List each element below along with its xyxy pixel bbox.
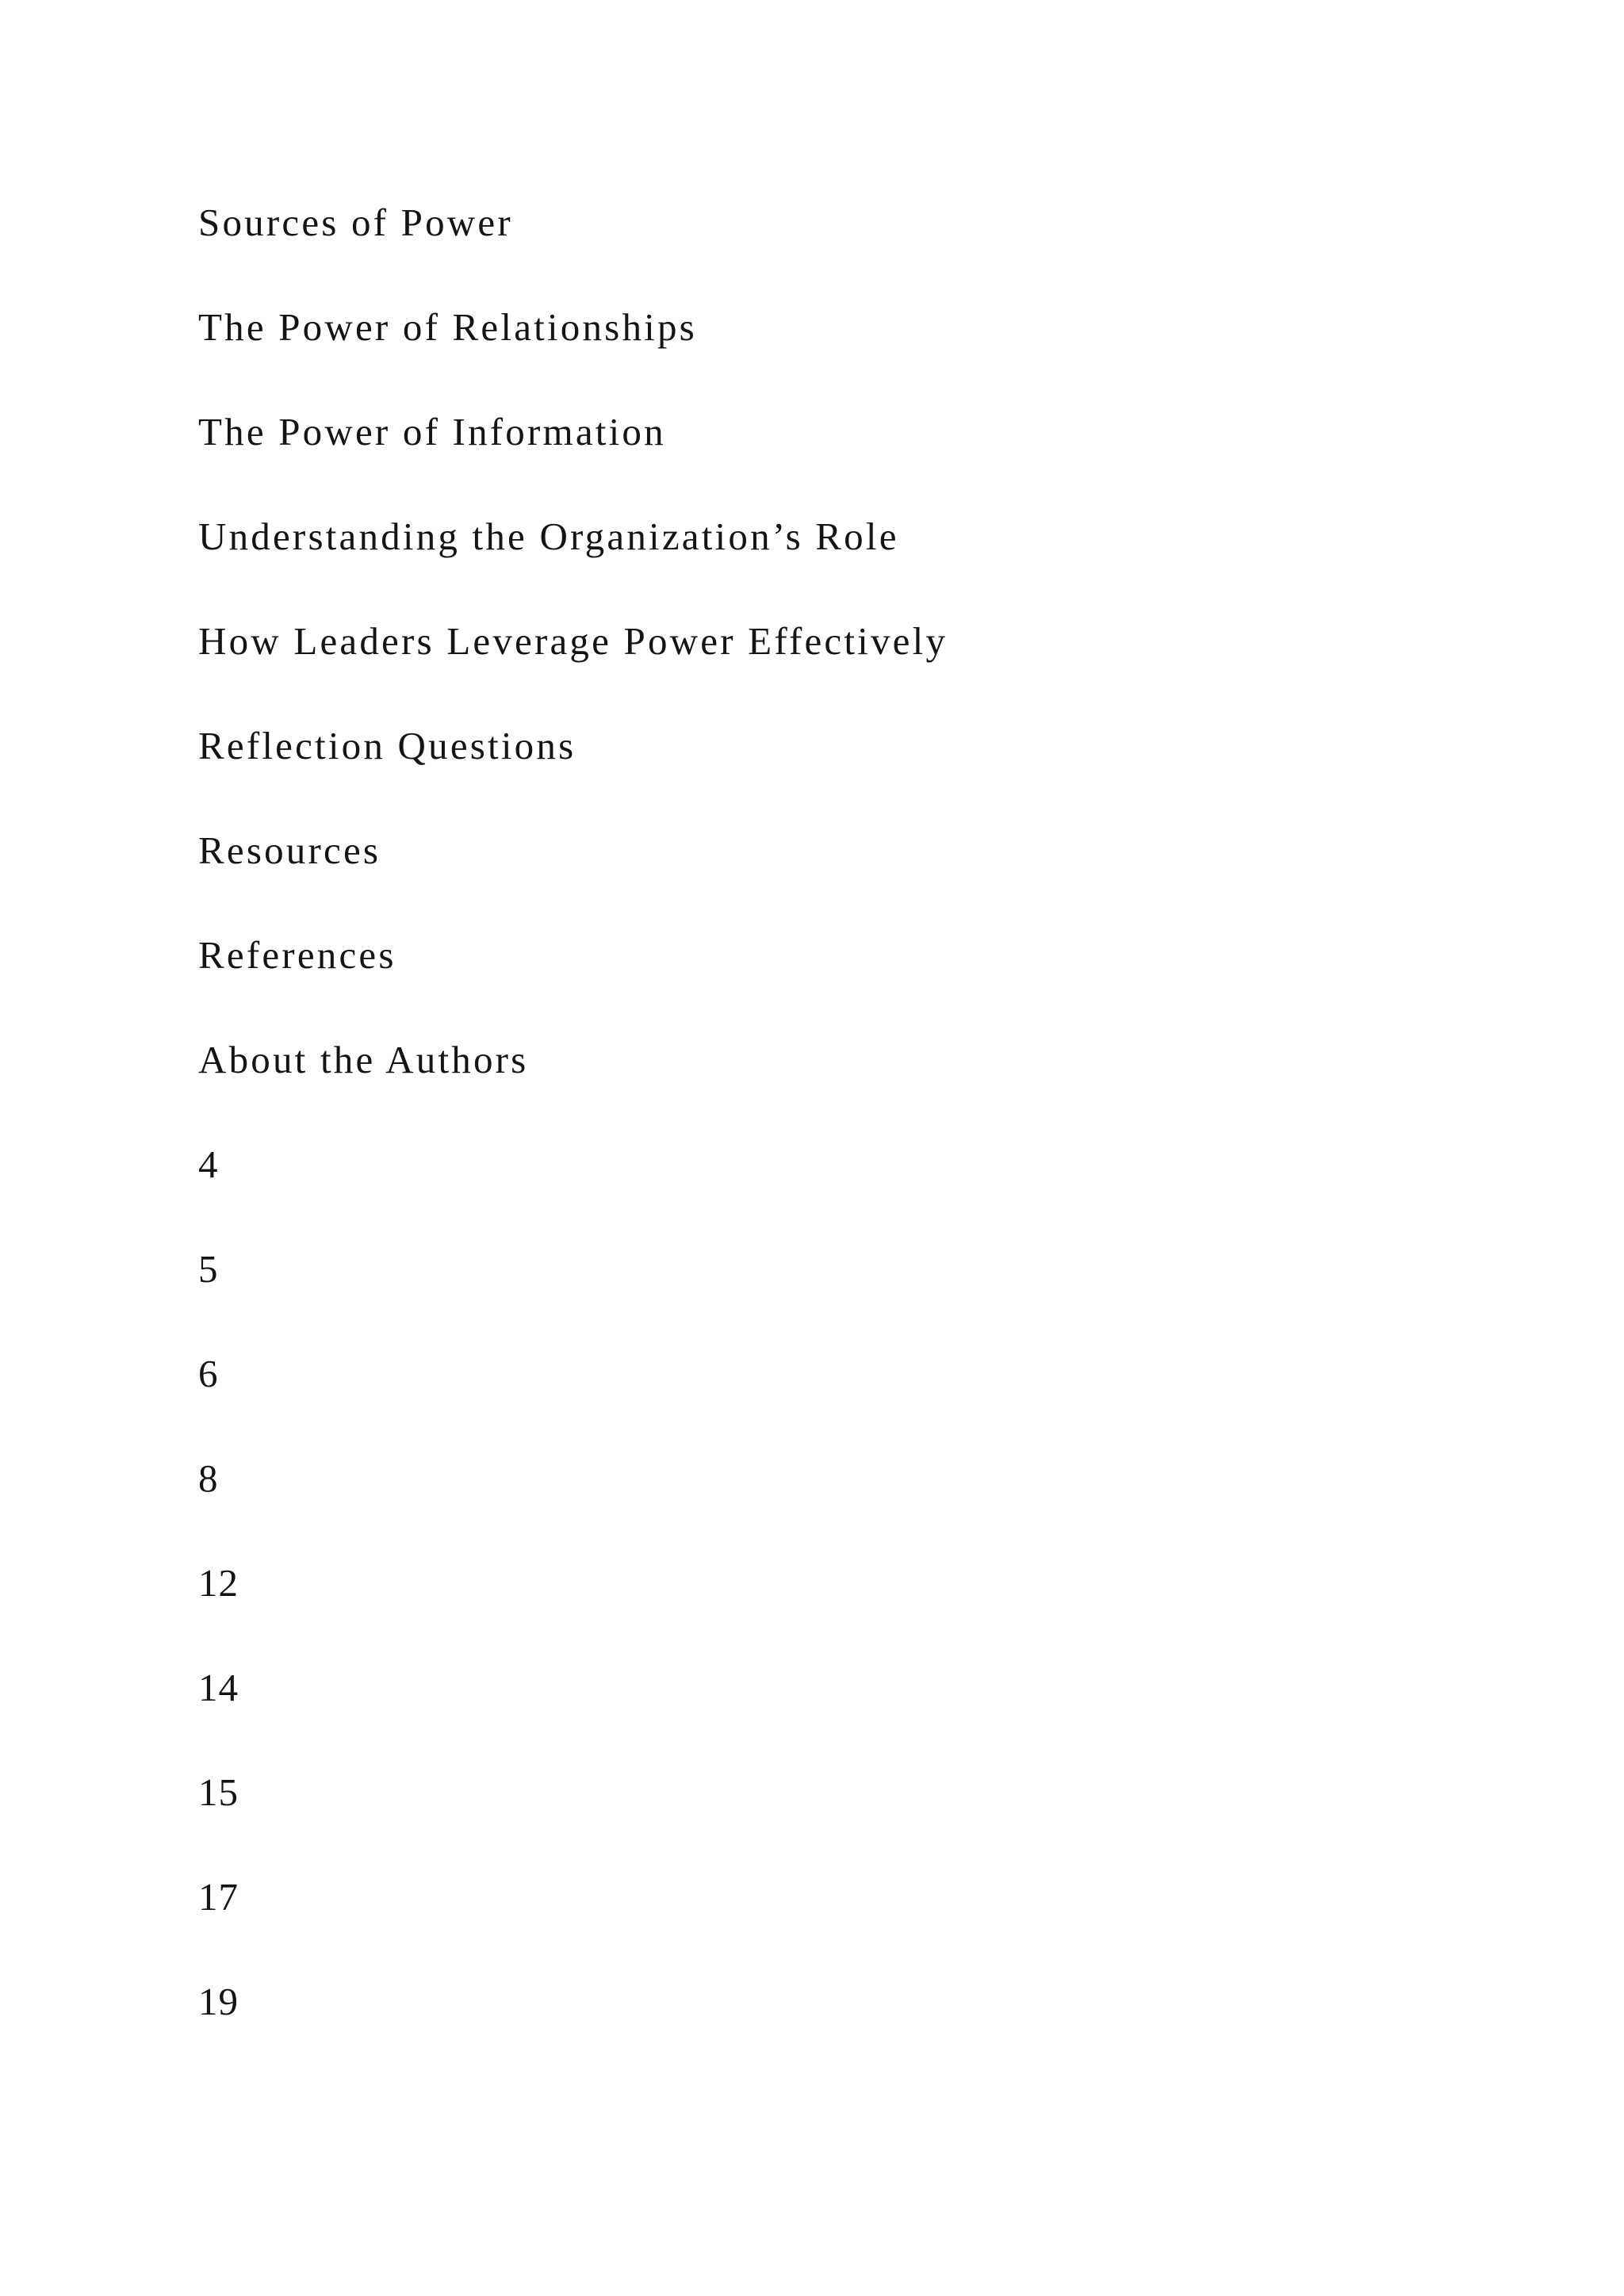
toc-title-organizations-role: Understanding the Organization’s Role — [198, 515, 899, 558]
toc-title-resources: Resources — [198, 828, 381, 872]
toc-title-power-of-information: The Power of Information — [198, 410, 666, 453]
toc-title-references: References — [198, 933, 396, 977]
toc-title-sources-of-power: Sources of Power — [198, 201, 513, 244]
toc-page-number: 6 — [198, 1352, 219, 1395]
toc-page-number: 4 — [198, 1142, 219, 1186]
toc-page-number: 14 — [198, 1666, 239, 1709]
toc-page-number: 12 — [198, 1561, 239, 1605]
table-of-contents — [198, 189, 1546, 2072]
toc-title-leverage-power: How Leaders Leverage Power Effectively — [198, 619, 948, 663]
toc-page-number: 8 — [198, 1456, 219, 1500]
toc-page-number: 19 — [198, 1980, 239, 2023]
toc-page-number: 17 — [198, 1875, 239, 1919]
toc-title-about-the-authors: About the Authors — [198, 1038, 529, 1081]
toc-page-number: 5 — [198, 1247, 219, 1291]
toc-page-number: 15 — [198, 1770, 239, 1814]
toc-title-power-of-relationships: The Power of Relationships — [198, 305, 697, 349]
toc-title-reflection-questions: Reflection Questions — [198, 724, 576, 767]
